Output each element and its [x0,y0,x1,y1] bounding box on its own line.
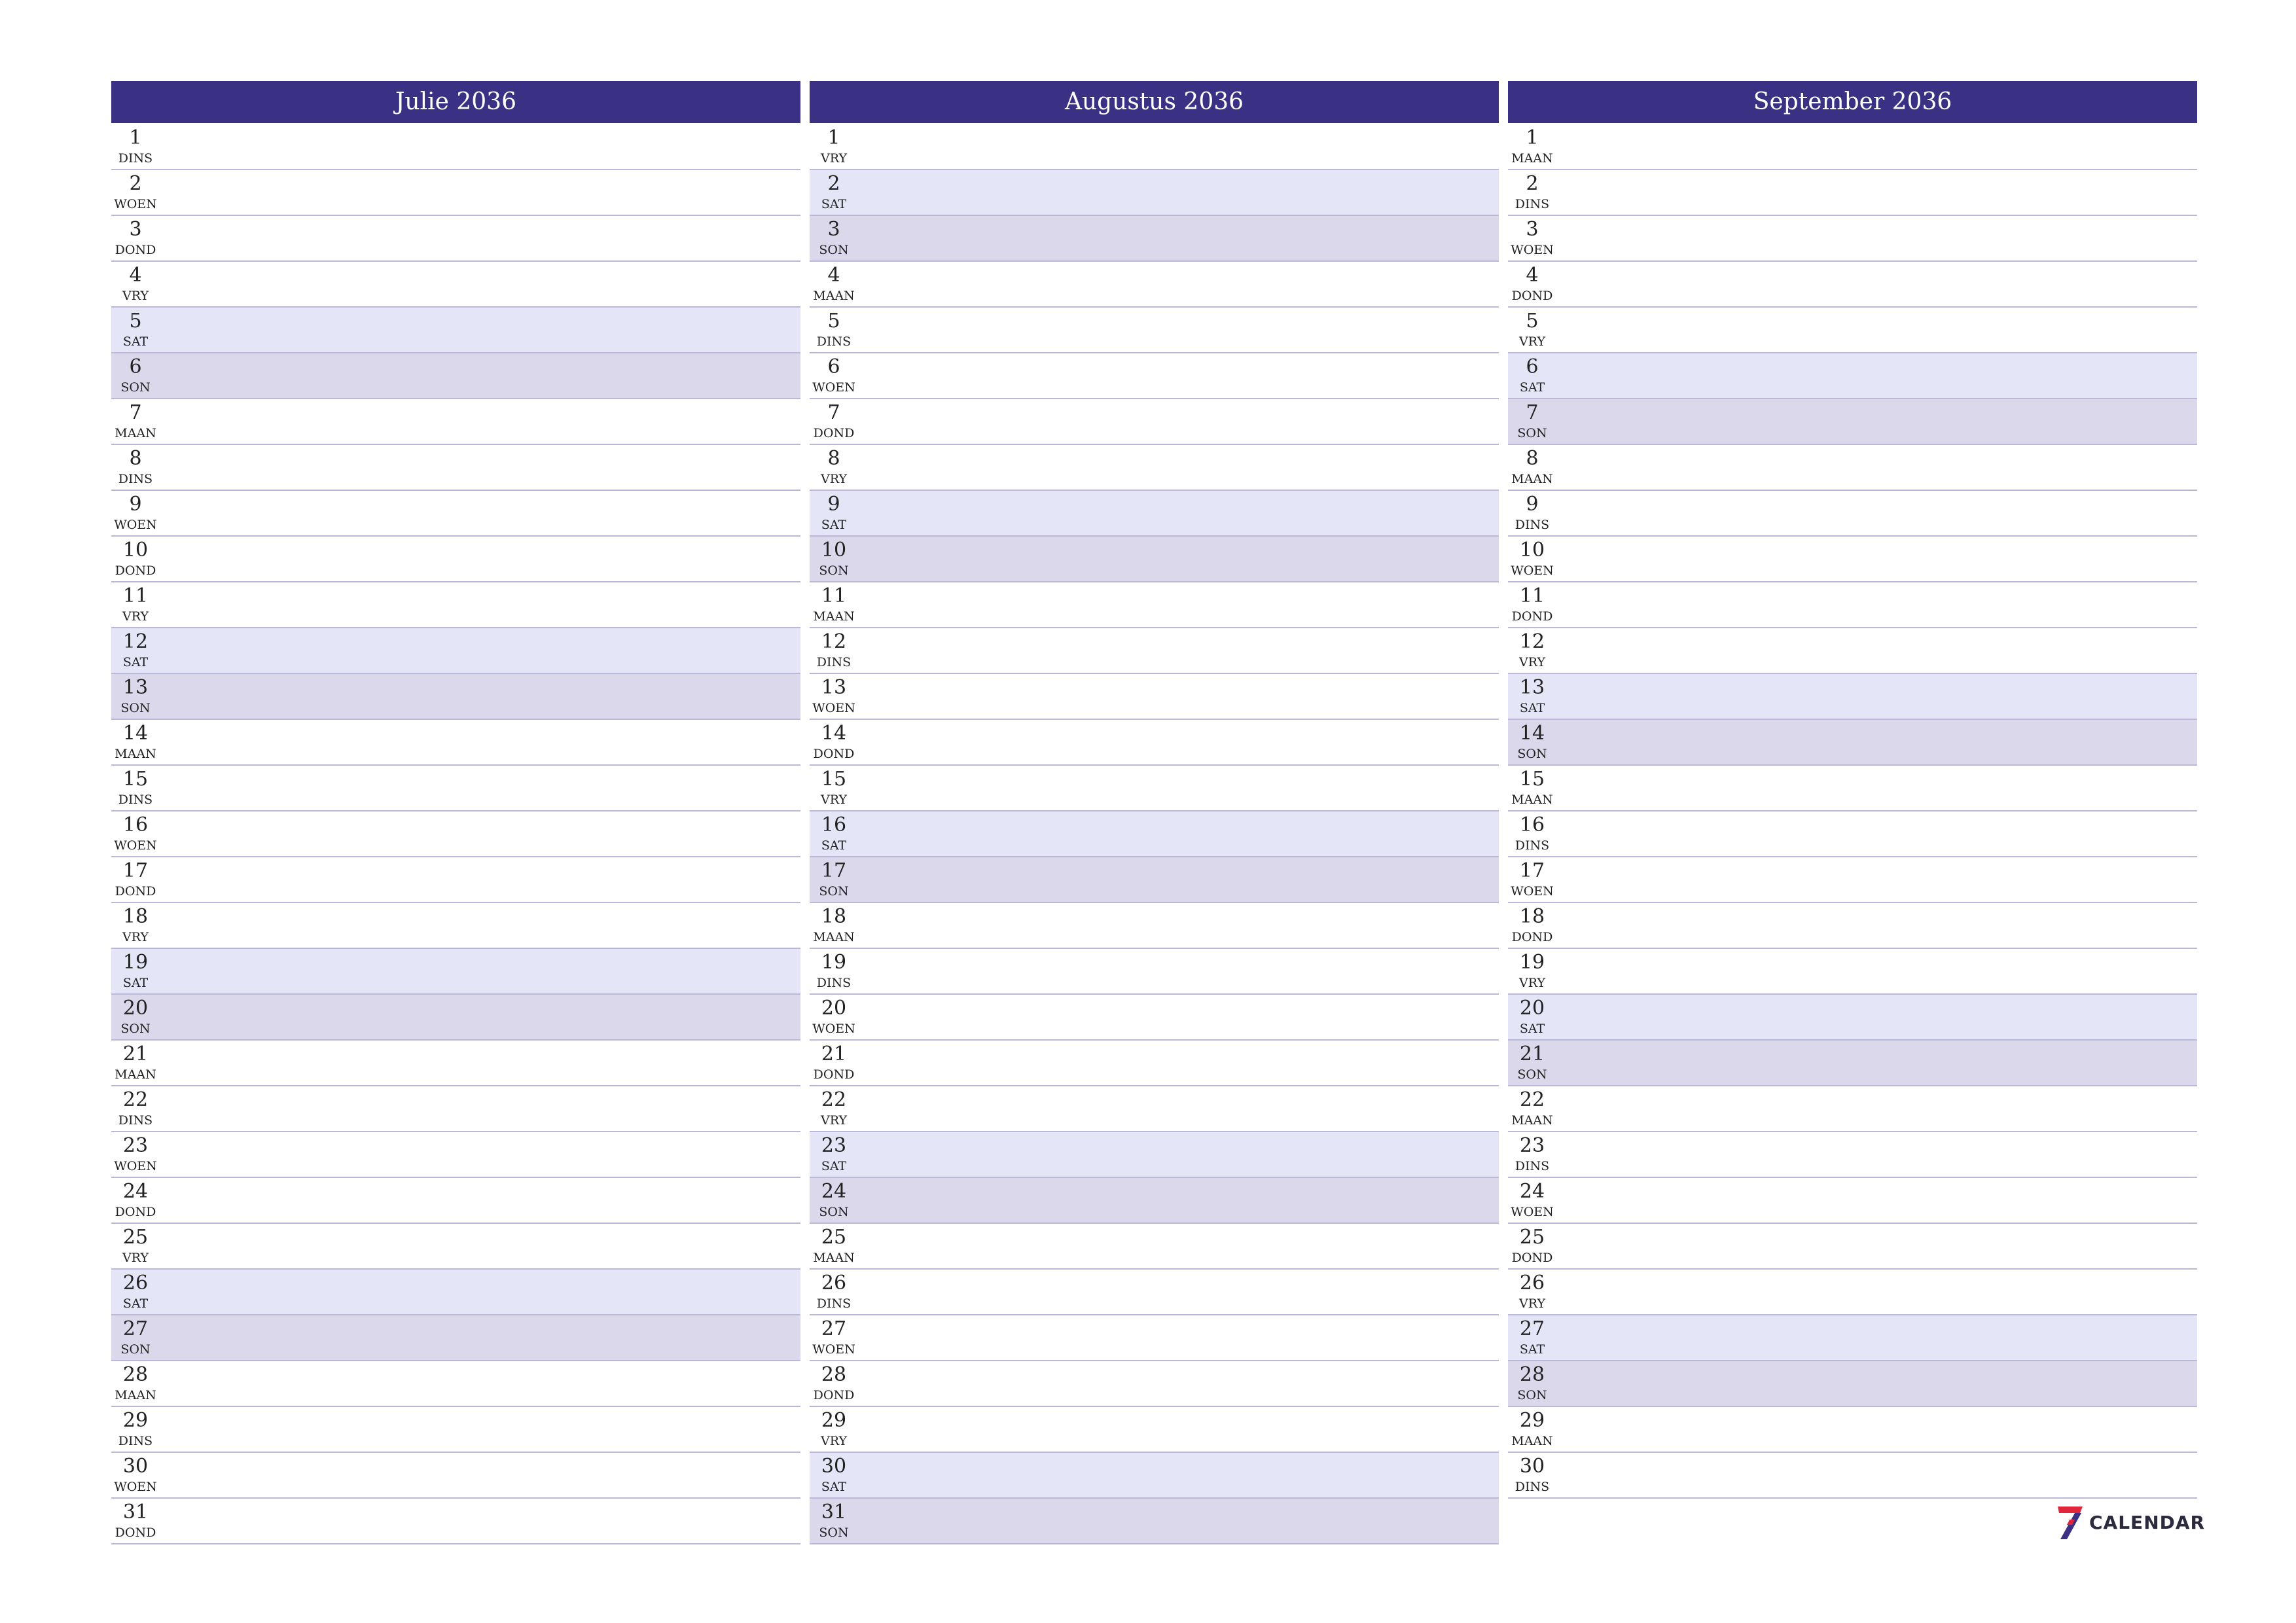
weekday-label: DOND [115,563,156,578]
weekday-label: DINS [118,472,153,486]
day-row [111,262,800,308]
weekday-label: DOND [115,1525,156,1540]
weekday-label: DOND [1511,289,1553,303]
day-number: 28 [122,1363,149,1386]
day-row [810,124,1499,170]
day-row [111,170,800,216]
weekday-label: SAT [122,334,149,349]
day-number: 18 [821,905,847,928]
weekday-label: DINS [118,1113,153,1128]
day-number: 11 [122,584,149,607]
day-row [111,308,800,353]
weekday-label: DINS [816,334,852,349]
weekday-label: SON [819,563,849,578]
weekday-label: VRY [821,793,847,807]
day-number: 7 [129,401,142,424]
day-number: 8 [129,447,142,470]
weekday-label: MAAN [813,609,855,624]
day-number: 10 [1519,539,1545,562]
day-number: 30 [122,1455,149,1478]
day-row [111,582,800,628]
weekday-label: SON [819,1205,849,1219]
day-number: 9 [1526,493,1539,516]
month-column-september [1508,81,2197,1499]
day-row [810,1453,1499,1499]
day-number: 16 [1519,813,1545,836]
weekday-label: MAAN [1511,793,1553,807]
day-row [111,1178,800,1224]
day-number: 24 [821,1180,847,1203]
day-number: 25 [1519,1226,1545,1249]
day-number: 5 [827,310,840,332]
day-number: 29 [122,1409,149,1432]
weekday-label: SON [819,1525,849,1540]
day-row [1508,582,2197,628]
day-number: 7 [827,401,840,424]
weekday-label: MAAN [1511,1113,1553,1128]
day-number: 18 [122,905,149,928]
month-title: September 2036 [1508,81,2197,123]
weekday-label: SON [120,380,151,395]
day-row [111,1270,800,1315]
day-row [111,1086,800,1132]
day-row [1508,124,2197,170]
day-row [111,491,800,537]
day-number: 29 [1519,1409,1545,1432]
weekday-label: DINS [118,1434,153,1448]
day-row [810,262,1499,308]
weekday-label: WOEN [812,1022,855,1036]
day-number: 20 [122,997,149,1020]
day-row [1508,1132,2197,1178]
day-number: 14 [1519,722,1545,745]
day-number: 24 [1519,1180,1545,1203]
weekday-label: MAAN [115,1388,156,1402]
day-row [810,628,1499,674]
day-number: 3 [827,218,840,241]
weekday-label: VRY [821,472,847,486]
day-row [810,1270,1499,1315]
day-row [810,491,1499,537]
day-row [111,353,800,399]
day-row [1508,262,2197,308]
day-list [810,124,1499,1544]
day-row [111,857,800,903]
day-row [111,399,800,445]
day-number: 19 [1519,951,1545,974]
weekday-label: WOEN [114,197,157,211]
weekday-label: MAAN [115,1067,156,1082]
day-row [1508,445,2197,491]
weekday-label: MAAN [1511,1434,1553,1448]
weekday-label: DOND [1511,930,1553,944]
day-number: 3 [1526,218,1539,241]
weekday-label: SON [819,243,849,257]
day-number: 19 [821,951,847,974]
day-number: 23 [122,1134,149,1157]
day-row [1508,1453,2197,1499]
day-row [810,216,1499,262]
weekday-label: DINS [118,151,153,166]
day-number: 2 [1526,172,1539,195]
day-row [1508,995,2197,1041]
day-row [111,1041,800,1086]
day-number: 28 [821,1363,847,1386]
day-row [810,582,1499,628]
day-number: 22 [821,1088,847,1111]
day-list [1508,124,2197,1499]
day-number: 24 [122,1180,149,1203]
day-number: 2 [827,172,840,195]
day-number: 23 [1519,1134,1545,1157]
day-row [111,1315,800,1361]
day-row [111,949,800,995]
weekday-label: SON [819,884,849,899]
weekday-label: MAAN [115,747,156,761]
day-number: 31 [821,1501,847,1524]
day-number: 21 [821,1043,847,1065]
day-row [111,674,800,720]
weekday-label: DOND [813,426,855,440]
weekday-label: WOEN [1511,563,1554,578]
day-row [111,720,800,766]
day-number: 11 [1519,584,1545,607]
day-row [1508,812,2197,857]
day-number: 23 [821,1134,847,1157]
day-number: 21 [1519,1043,1545,1065]
weekday-label: SAT [1519,1022,1545,1036]
day-number: 15 [1519,768,1545,791]
weekday-label: WOEN [812,380,855,395]
weekday-label: WOEN [114,518,157,532]
weekday-label: SON [1517,747,1547,761]
day-row [1508,170,2197,216]
day-number: 6 [827,355,840,378]
weekday-label: SAT [821,1480,847,1494]
day-number: 26 [122,1272,149,1294]
day-number: 6 [129,355,142,378]
day-row [1508,399,2197,445]
day-number: 18 [1519,905,1545,928]
day-number: 25 [122,1226,149,1249]
day-row [810,1178,1499,1224]
weekday-label: VRY [122,609,149,624]
day-row [1508,491,2197,537]
day-row [810,1224,1499,1270]
day-number: 22 [1519,1088,1545,1111]
day-row [1508,766,2197,812]
day-row [810,1499,1499,1544]
weekday-label: SAT [122,655,149,669]
day-number: 22 [122,1088,149,1111]
day-number: 5 [1526,310,1539,332]
day-number: 10 [821,539,847,562]
weekday-label: DOND [813,1388,855,1402]
weekday-label: DINS [1515,1480,1550,1494]
day-number: 13 [122,676,149,699]
day-row [810,812,1499,857]
weekday-label: VRY [821,1113,847,1128]
weekday-label: DINS [118,793,153,807]
day-number: 13 [821,676,847,699]
day-row [1508,1041,2197,1086]
weekday-label: DOND [115,1205,156,1219]
day-number: 14 [821,722,847,745]
weekday-label: DINS [1515,838,1550,853]
weekday-label: WOEN [812,701,855,715]
day-row [111,1224,800,1270]
day-number: 25 [821,1226,847,1249]
day-row [111,537,800,582]
day-number: 2 [129,172,142,195]
day-row [810,720,1499,766]
weekday-label: SON [1517,426,1547,440]
day-number: 14 [122,722,149,745]
weekday-label: WOEN [812,1342,855,1357]
weekday-label: WOEN [1511,243,1554,257]
day-row [111,1361,800,1407]
day-number: 26 [821,1272,847,1294]
day-row [1508,308,2197,353]
day-number: 17 [122,859,149,882]
day-row [1508,1270,2197,1315]
weekday-label: WOEN [114,1159,157,1173]
weekday-label: SON [1517,1067,1547,1082]
day-number: 6 [1526,355,1539,378]
weekday-label: SAT [821,197,847,211]
weekday-label: MAAN [115,426,156,440]
weekday-label: SON [120,1342,151,1357]
seven-logo-icon [2055,1504,2084,1541]
weekday-label: MAAN [813,289,855,303]
day-list [111,124,800,1544]
day-row [111,812,800,857]
day-number: 9 [129,493,142,516]
weekday-label: DOND [115,884,156,899]
month-column-july [111,81,800,1544]
day-row [111,216,800,262]
day-row [810,1315,1499,1361]
day-row [1508,216,2197,262]
weekday-label: SAT [122,1296,149,1311]
weekday-label: DINS [1515,197,1550,211]
weekday-label: VRY [1519,976,1545,990]
day-number: 16 [122,813,149,836]
day-number: 4 [1526,264,1539,287]
day-row [810,353,1499,399]
day-number: 1 [827,126,840,149]
weekday-label: DOND [813,1067,855,1082]
day-row [1508,1407,2197,1453]
day-number: 16 [821,813,847,836]
weekday-label: VRY [821,1434,847,1448]
day-row [111,1407,800,1453]
weekday-label: DINS [816,976,852,990]
day-number: 20 [821,997,847,1020]
day-row [810,1361,1499,1407]
day-number: 30 [1519,1455,1545,1478]
weekday-label: WOEN [114,1480,157,1494]
day-row [810,857,1499,903]
weekday-label: WOEN [114,838,157,853]
day-number: 15 [122,768,149,791]
month-title: Augustus 2036 [810,81,1499,123]
day-number: 30 [821,1455,847,1478]
day-row [1508,1224,2197,1270]
day-number: 17 [821,859,847,882]
day-number: 20 [1519,997,1545,1020]
weekday-label: DINS [816,1296,852,1311]
day-row [1508,949,2197,995]
day-row [111,445,800,491]
day-number: 21 [122,1043,149,1065]
day-number: 19 [122,951,149,974]
weekday-label: SAT [122,976,149,990]
weekday-label: DINS [816,655,852,669]
weekday-label: VRY [1519,655,1545,669]
day-row [1508,1086,2197,1132]
day-row [810,674,1499,720]
day-number: 26 [1519,1272,1545,1294]
day-number: 1 [1526,126,1539,149]
weekday-label: MAAN [813,1251,855,1265]
day-row [111,1132,800,1178]
day-number: 9 [827,493,840,516]
day-number: 31 [122,1501,149,1524]
day-row [111,1453,800,1499]
weekday-label: VRY [1519,334,1545,349]
day-row [1508,1361,2197,1407]
day-number: 28 [1519,1363,1545,1386]
weekday-label: DOND [115,243,156,257]
weekday-label: SON [120,701,151,715]
brand-logo [2055,1504,2205,1541]
weekday-label: DINS [1515,1159,1550,1173]
weekday-label: VRY [1519,1296,1545,1311]
day-row [1508,1178,2197,1224]
weekday-label: MAAN [813,930,855,944]
weekday-label: SAT [821,1159,847,1173]
day-number: 12 [821,630,847,653]
weekday-label: MAAN [1511,472,1553,486]
day-row [1508,1315,2197,1361]
day-row [1508,720,2197,766]
weekday-label: SON [120,1022,151,1036]
weekday-label: DINS [1515,518,1550,532]
weekday-label: SAT [1519,380,1545,395]
day-number: 4 [129,264,142,287]
day-row [1508,674,2197,720]
day-number: 7 [1526,401,1539,424]
weekday-label: SAT [1519,701,1545,715]
day-row [1508,353,2197,399]
day-number: 1 [129,126,142,149]
day-row [111,766,800,812]
weekday-label: VRY [821,151,847,166]
day-number: 8 [827,447,840,470]
weekday-label: VRY [122,289,149,303]
day-number: 15 [821,768,847,791]
day-row [111,995,800,1041]
weekday-label: DOND [1511,609,1553,624]
day-number: 11 [821,584,847,607]
weekday-label: DOND [1511,1251,1553,1265]
weekday-label: VRY [122,930,149,944]
month-column-august [810,81,1499,1544]
weekday-label: SON [1517,1388,1547,1402]
day-number: 27 [821,1317,847,1340]
day-row [810,903,1499,949]
day-row [810,1086,1499,1132]
month-title: Julie 2036 [111,81,800,123]
day-row [810,399,1499,445]
day-row [810,949,1499,995]
weekday-label: DOND [813,747,855,761]
day-row [1508,537,2197,582]
day-row [810,445,1499,491]
day-number: 17 [1519,859,1545,882]
day-row [810,537,1499,582]
day-row [810,766,1499,812]
weekday-label: WOEN [1511,1205,1554,1219]
day-row [1508,903,2197,949]
day-row [111,628,800,674]
weekday-label: SAT [1519,1342,1545,1357]
day-row [810,170,1499,216]
weekday-label: MAAN [1511,151,1553,166]
day-number: 12 [122,630,149,653]
day-number: 8 [1526,447,1539,470]
weekday-label: VRY [122,1251,149,1265]
day-number: 29 [821,1409,847,1432]
day-number: 3 [129,218,142,241]
day-row [1508,857,2197,903]
day-number: 27 [122,1317,149,1340]
day-number: 27 [1519,1317,1545,1340]
day-row [111,903,800,949]
day-row [810,308,1499,353]
weekday-label: SAT [821,518,847,532]
day-number: 12 [1519,630,1545,653]
day-row [111,1499,800,1544]
day-row [810,995,1499,1041]
day-number: 10 [122,539,149,562]
weekday-label: WOEN [1511,884,1554,899]
day-number: 5 [129,310,142,332]
day-number: 4 [827,264,840,287]
day-row [810,1407,1499,1453]
day-row [810,1132,1499,1178]
day-row [1508,628,2197,674]
day-number: 13 [1519,676,1545,699]
weekday-label: SAT [821,838,847,853]
logo-text: CALENDAR [2089,1511,2206,1533]
day-row [111,124,800,170]
day-row [810,1041,1499,1086]
